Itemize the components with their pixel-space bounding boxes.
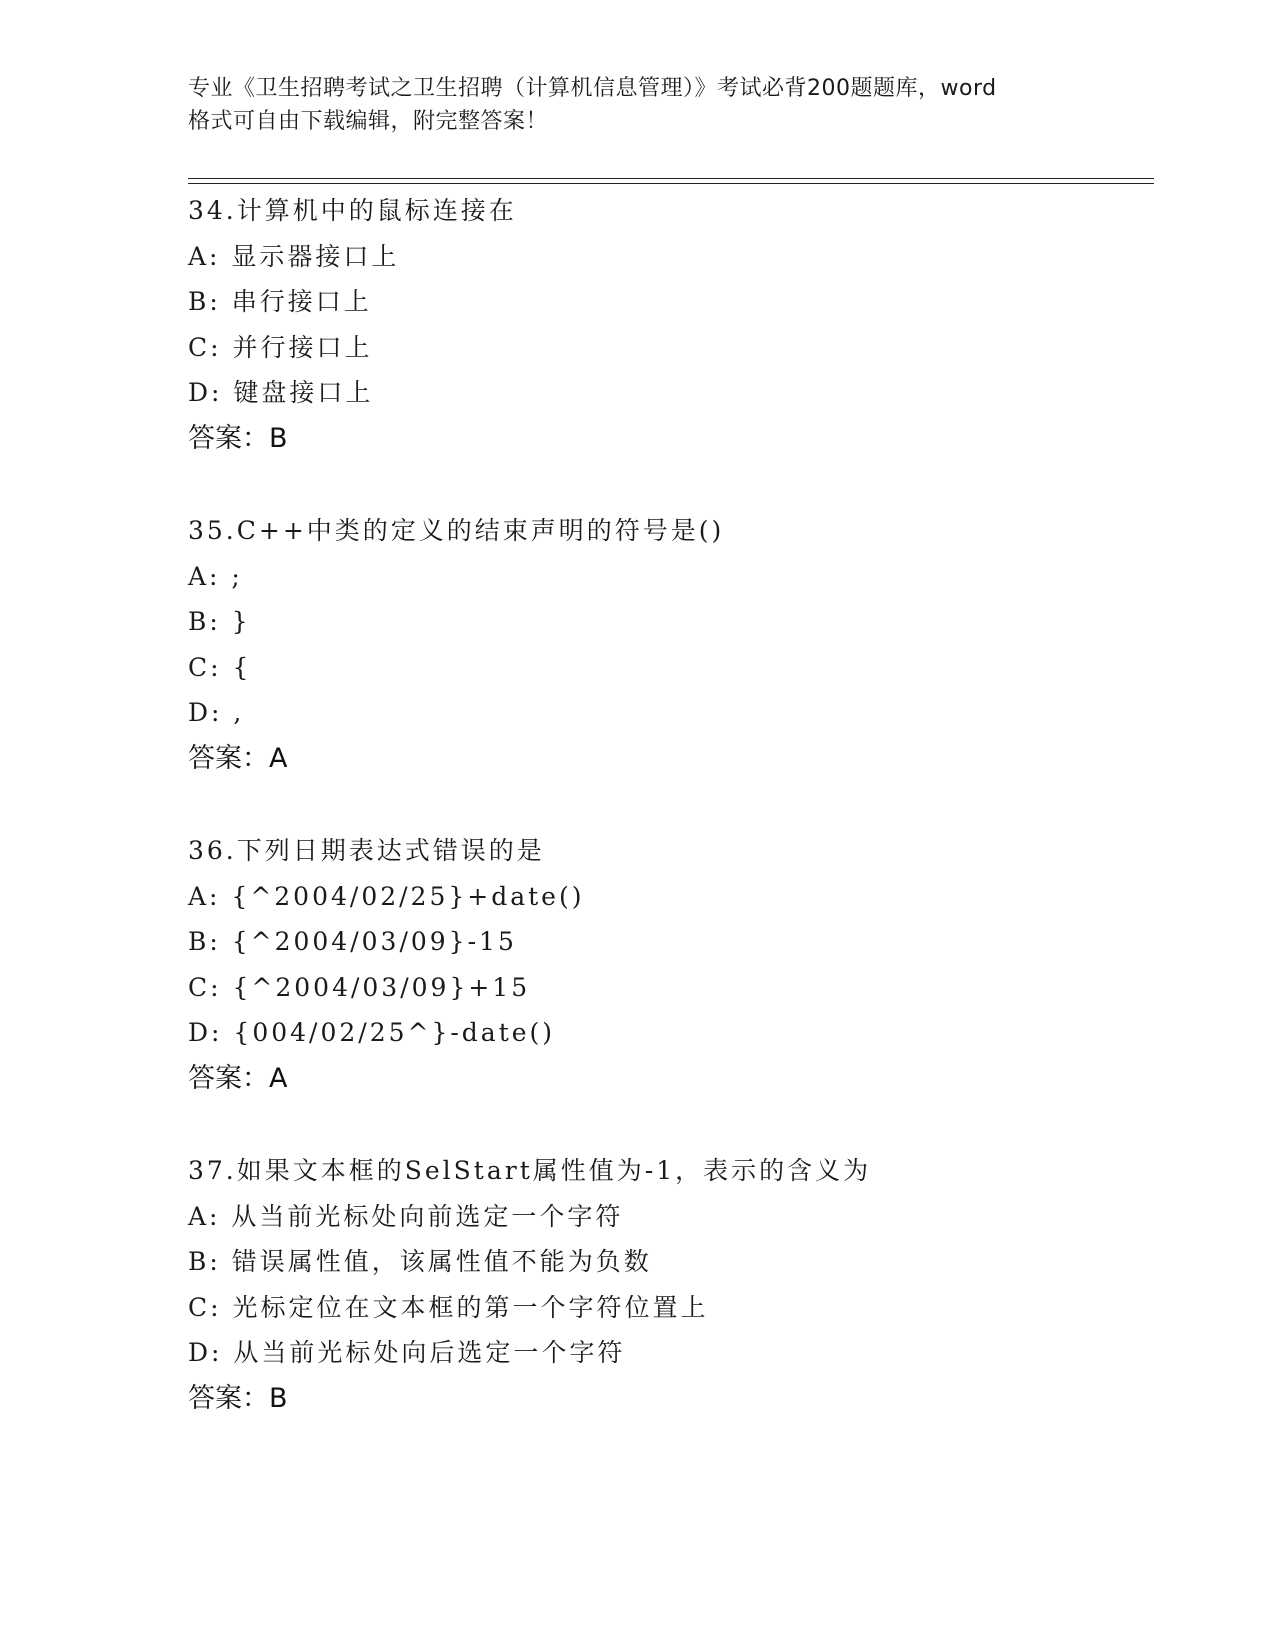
question-stem: 34.计算机中的鼠标连接在 xyxy=(188,196,517,225)
option-d: D: 从当前光标处向后选定一个字符 xyxy=(188,1338,626,1367)
question-stem: 35.C++中类的定义的结束声明的符号是() xyxy=(188,516,725,545)
document-header xyxy=(188,72,1088,138)
answer-text: 答案：B xyxy=(188,1382,288,1414)
option-a: A: 从当前光标处向前选定一个字符 xyxy=(188,1201,624,1231)
question-36 xyxy=(188,828,1148,1101)
answer-text: 答案：A xyxy=(188,742,288,774)
option-b: B: {^2004/03/09}-15 xyxy=(188,927,517,956)
option-b: B: } xyxy=(188,607,251,636)
option-c: C: 并行接口上 xyxy=(188,332,373,362)
option-c: C: { xyxy=(188,652,252,682)
option-a: A: {^2004/02/25}+date() xyxy=(188,881,585,911)
header-line-2: 格式可自由下载编辑，附完整答案！ xyxy=(188,109,549,134)
option-b: B: 串行接口上 xyxy=(188,287,372,316)
question-37 xyxy=(188,1148,1148,1421)
question-stem: 36.下列日期表达式错误的是 xyxy=(188,836,545,865)
question-34 xyxy=(188,188,1148,461)
option-d: D: , xyxy=(188,698,245,727)
header-line-1: 专业《卫生招聘考试之卫生招聘（计算机信息管理）》考试必背200题题库，word xyxy=(188,76,997,101)
option-c: C: {^2004/03/09}+15 xyxy=(188,972,531,1002)
question-35 xyxy=(188,508,1148,781)
answer-text: 答案：A xyxy=(188,1062,288,1094)
answer-text: 答案：B xyxy=(188,422,288,454)
header-divider-thin xyxy=(188,183,1154,184)
header-divider-thick xyxy=(188,178,1154,179)
option-b: B: 错误属性值，该属性值不能为负数 xyxy=(188,1247,652,1276)
question-list xyxy=(188,188,1148,1468)
question-stem: 37.如果文本框的SelStart属性值为-1，表示的含义为 xyxy=(188,1156,872,1185)
option-c: C: 光标定位在文本框的第一个字符位置上 xyxy=(188,1292,709,1322)
option-d: D: {004/02/25^}-date() xyxy=(188,1018,556,1047)
option-a: A: 显示器接口上 xyxy=(188,241,400,271)
option-a: A: ; xyxy=(188,561,243,591)
option-d: D: 键盘接口上 xyxy=(188,378,374,407)
